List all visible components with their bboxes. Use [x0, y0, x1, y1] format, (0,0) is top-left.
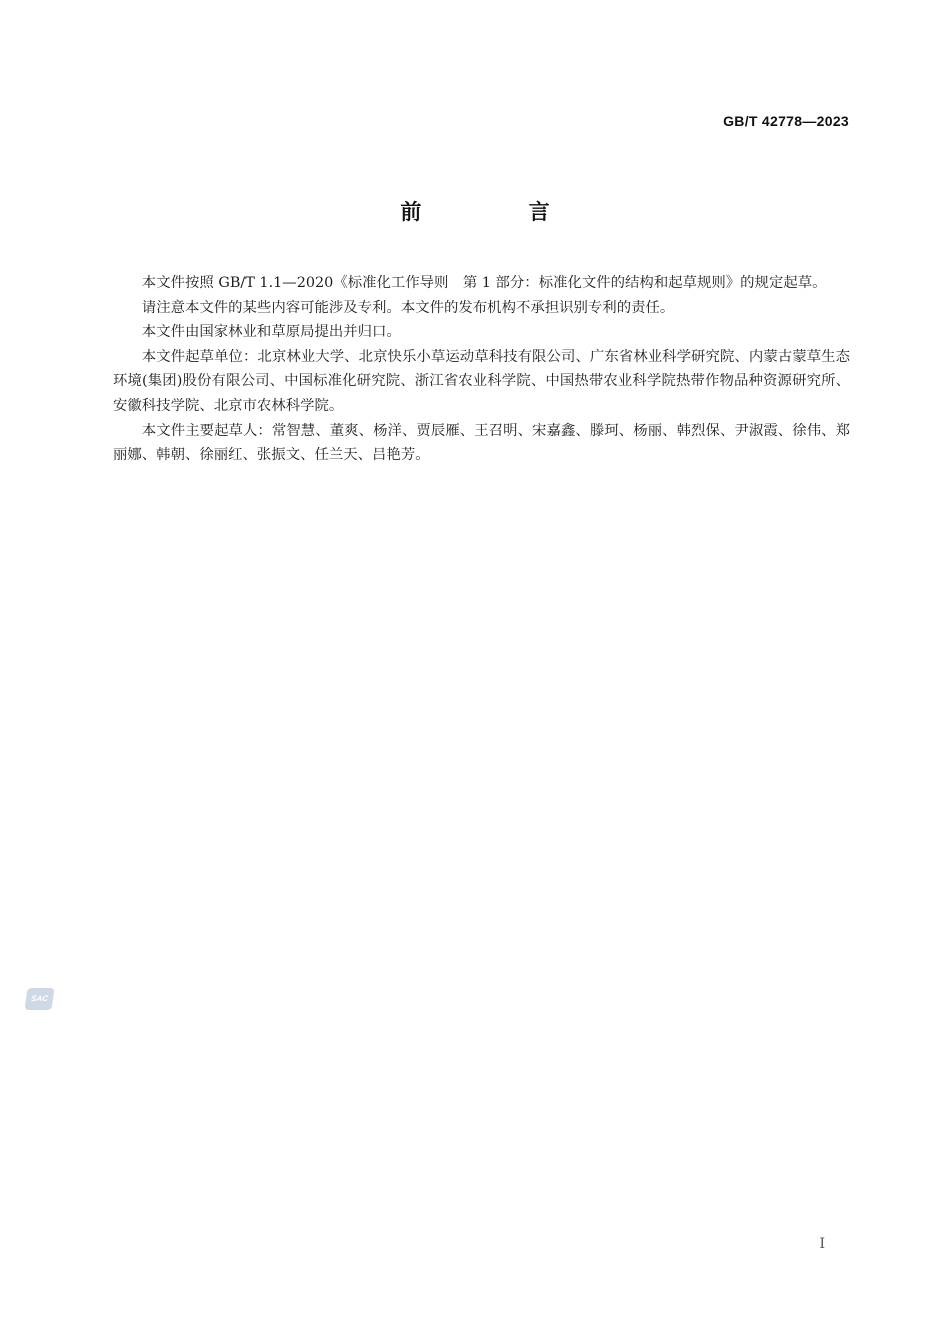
paragraph-proposer: 本文件由国家林业和草原局提出并归口。: [141, 324, 401, 341]
foreword-body: [113, 271, 850, 468]
page-title: 前 言: [400, 200, 600, 224]
paragraph-drafters: 本文件主要起草人：常智慧、董爽、杨洋、贾辰雁、王召明、宋嘉鑫、滕珂、杨丽、韩烈保、尹淑霞、徐伟、郑丽娜、韩朝、徐丽红、张振文、任兰天、吕艳芳。: [113, 422, 850, 464]
paragraph-patent-notice: 请注意本文件的某些内容可能涉及专利。本文件的发布机构不承担识别专利的责任。: [141, 299, 675, 316]
sac-logo-watermark: SAC: [24, 988, 54, 1010]
page-number: I: [819, 1236, 825, 1252]
paragraph-drafting-units: 本文件起草单位：北京林业大学、北京快乐小草运动草科技有限公司、广东省林业科学研究院、内蒙古蒙草生态环境(集团)股份有限公司、中国标准化研究院、浙江省农业科学院、中国热带农业科学院热带作物品种资源研究所、安徽科技学院、北京市农林科学院。: [113, 348, 850, 414]
paragraph-drafting-rules: 本文件按照 GB/T 1.1—2020《标准化工作导则 第 1 部分：标准化文件的结构和起草规则》的规定起草。: [141, 275, 827, 291]
standard-code: GB/T 42778—2023: [723, 113, 849, 129]
